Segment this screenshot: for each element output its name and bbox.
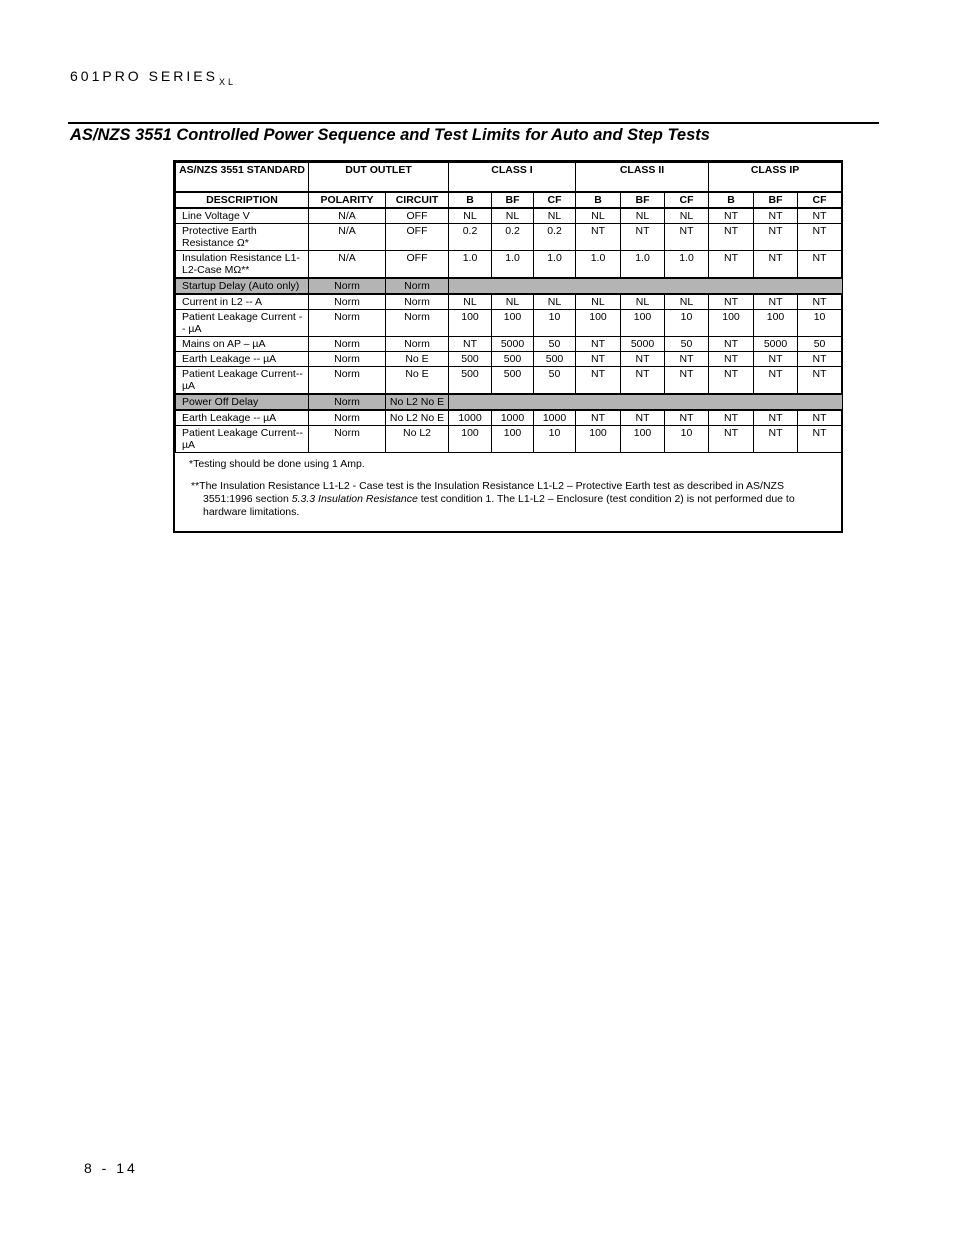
row-limit-value: NT [709, 352, 754, 367]
row-limit-value: 500 [492, 367, 534, 395]
row-limit-value: 50 [665, 337, 709, 352]
row-description: Startup Delay (Auto only) [176, 278, 309, 294]
row-limit-value: NT [798, 251, 842, 279]
row-limit-value: 1.0 [665, 251, 709, 279]
test-limits-table [175, 162, 842, 453]
row-limit-value: NL [449, 294, 492, 310]
row-limit-value: NT [665, 352, 709, 367]
header-standard: AS/NZS 3551 STANDARD [176, 163, 309, 193]
row-limit-value: NL [492, 208, 534, 224]
row-limit-value: 1.0 [621, 251, 665, 279]
row-limit-value: NL [576, 208, 621, 224]
row-limit-value: 100 [492, 426, 534, 453]
row-limit-value: 50 [798, 337, 842, 352]
header-class-ii: CLASS II [576, 163, 709, 193]
table-row [176, 367, 842, 395]
shaded-blank-cell [621, 278, 665, 294]
shaded-blank-cell [449, 394, 492, 410]
column-header-2: CIRCUIT [386, 192, 449, 208]
row-description: Protective Earth Resistance Ω* [176, 224, 309, 251]
row-limit-value: 500 [449, 367, 492, 395]
row-limit-value: NT [754, 251, 798, 279]
row-limit-value: 50 [534, 367, 576, 395]
row-circuit: No L2 [386, 426, 449, 453]
row-limit-value: NL [621, 208, 665, 224]
row-circuit: No L2 No E [386, 410, 449, 426]
table-row [176, 224, 842, 251]
page-number: 8 - 14 [84, 1160, 138, 1176]
row-limit-value: NT [754, 352, 798, 367]
row-limit-value: NT [621, 352, 665, 367]
row-limit-value: 500 [492, 352, 534, 367]
row-limit-value: NT [576, 367, 621, 395]
row-limit-value: 500 [449, 352, 492, 367]
shaded-blank-cell [709, 278, 754, 294]
header-row-1 [176, 163, 842, 193]
table-row [176, 294, 842, 310]
column-header-1: POLARITY [309, 192, 386, 208]
row-polarity: Norm [309, 310, 386, 337]
note2-text-a: **The Insulation Resistance L1-L2 - Case test is the Insulation Resistance L1-L2 – Protective Earth test as described in AS/NZS 3551:1996 section [191, 480, 784, 505]
row-circuit: No L2 No E [386, 394, 449, 410]
row-limit-value: 100 [449, 426, 492, 453]
row-polarity: Norm [309, 294, 386, 310]
table-row [176, 394, 842, 410]
row-polarity: Norm [309, 352, 386, 367]
row-limit-value: 10 [534, 426, 576, 453]
table-row [176, 410, 842, 426]
column-header-0: DESCRIPTION [176, 192, 309, 208]
row-limit-value: 10 [534, 310, 576, 337]
row-limit-value: NL [665, 294, 709, 310]
row-circuit: No E [386, 367, 449, 395]
row-limit-value: 500 [534, 352, 576, 367]
row-limit-value: NL [449, 208, 492, 224]
note-insulation-resistance [183, 480, 833, 519]
row-limit-value: NL [665, 208, 709, 224]
row-limit-value: 100 [492, 310, 534, 337]
row-limit-value: NT [798, 224, 842, 251]
column-header-4: BF [492, 192, 534, 208]
row-circuit: Norm [386, 294, 449, 310]
row-limit-value: NT [449, 337, 492, 352]
row-limit-value: NT [798, 367, 842, 395]
row-limit-value: 100 [621, 310, 665, 337]
row-limit-value: NT [798, 410, 842, 426]
row-circuit: Norm [386, 337, 449, 352]
note2-section-ref: 5.3.3 Insulation Resistance [291, 493, 418, 505]
row-limit-value: NT [621, 410, 665, 426]
row-limit-value: NL [492, 294, 534, 310]
header-rule [68, 122, 879, 124]
row-limit-value: 100 [709, 310, 754, 337]
row-description: Earth Leakage -- µA [176, 352, 309, 367]
row-limit-value: NT [798, 352, 842, 367]
row-limit-value: NT [709, 294, 754, 310]
row-description: Current in L2 -- A [176, 294, 309, 310]
series-name: 601PRO SERIES [70, 68, 218, 84]
row-polarity: Norm [309, 426, 386, 453]
row-limit-value: NT [665, 410, 709, 426]
header-row-2 [176, 192, 842, 208]
row-limit-value: NT [754, 208, 798, 224]
row-description: Patient Leakage Current--µA [176, 426, 309, 453]
table-row [176, 352, 842, 367]
row-circuit: OFF [386, 224, 449, 251]
shaded-blank-cell [534, 278, 576, 294]
row-circuit: OFF [386, 251, 449, 279]
shaded-blank-cell [449, 278, 492, 294]
shaded-blank-cell [492, 394, 534, 410]
row-limit-value: NT [798, 208, 842, 224]
column-header-9: B [709, 192, 754, 208]
row-limit-value: 10 [665, 426, 709, 453]
shaded-blank-cell [576, 394, 621, 410]
row-limit-value: 1.0 [534, 251, 576, 279]
row-limit-value: 100 [576, 426, 621, 453]
shaded-blank-cell [709, 394, 754, 410]
row-description: Mains on AP – µA [176, 337, 309, 352]
row-limit-value: 1.0 [449, 251, 492, 279]
row-limit-value: NT [754, 410, 798, 426]
table-body [176, 208, 842, 453]
row-description: Power Off Delay [176, 394, 309, 410]
header-dut-outlet: DUT OUTLET [309, 163, 449, 193]
table-row [176, 208, 842, 224]
shaded-blank-cell [534, 394, 576, 410]
table-row [176, 310, 842, 337]
row-limit-value: NT [576, 410, 621, 426]
row-limit-value: NT [709, 367, 754, 395]
row-limit-value: NL [621, 294, 665, 310]
note-testing-current: *Testing should be done using 1 Amp. [189, 458, 365, 470]
table-row [176, 426, 842, 453]
shaded-blank-cell [621, 394, 665, 410]
row-polarity: Norm [309, 394, 386, 410]
shaded-blank-cell [665, 394, 709, 410]
row-circuit: No E [386, 352, 449, 367]
row-limit-value: 0.2 [449, 224, 492, 251]
row-polarity: Norm [309, 410, 386, 426]
row-description: Insulation Resistance L1-L2-Case MΩ** [176, 251, 309, 279]
row-polarity: Norm [309, 367, 386, 395]
row-limit-value: 100 [449, 310, 492, 337]
series-suffix: XL [218, 77, 236, 87]
row-limit-value: NT [709, 224, 754, 251]
row-limit-value: NT [576, 352, 621, 367]
row-limit-value: NL [576, 294, 621, 310]
row-limit-value: NT [798, 426, 842, 453]
row-limit-value: NT [709, 337, 754, 352]
row-limit-value: NT [754, 426, 798, 453]
row-limit-value: NT [709, 251, 754, 279]
row-limit-value: NT [709, 410, 754, 426]
header-class-i: CLASS I [449, 163, 576, 193]
shaded-blank-cell [492, 278, 534, 294]
row-limit-value: NL [534, 294, 576, 310]
row-limit-value: NT [754, 224, 798, 251]
shaded-blank-cell [576, 278, 621, 294]
shaded-blank-cell [798, 394, 842, 410]
row-limit-value: 5000 [621, 337, 665, 352]
column-header-10: BF [754, 192, 798, 208]
row-circuit: Norm [386, 310, 449, 337]
test-limits-table-box [173, 160, 843, 533]
row-description: Earth Leakage -- µA [176, 410, 309, 426]
row-limit-value: NT [709, 426, 754, 453]
row-description: Patient Leakage Current--µA [176, 367, 309, 395]
row-limit-value: NT [621, 224, 665, 251]
row-limit-value: 1.0 [576, 251, 621, 279]
row-limit-value: 5000 [492, 337, 534, 352]
row-limit-value: 1000 [492, 410, 534, 426]
row-limit-value: 1.0 [492, 251, 534, 279]
table-notes [175, 453, 841, 531]
shaded-blank-cell [665, 278, 709, 294]
row-limit-value: 0.2 [534, 224, 576, 251]
column-header-5: CF [534, 192, 576, 208]
shaded-blank-cell [754, 278, 798, 294]
running-header [70, 68, 236, 87]
header-class-ip: CLASS IP [709, 163, 842, 193]
column-header-8: CF [665, 192, 709, 208]
table-row [176, 278, 842, 294]
shaded-blank-cell [798, 278, 842, 294]
row-limit-value: 1000 [449, 410, 492, 426]
row-limit-value: 100 [621, 426, 665, 453]
note2-text-b: test condition 1. The L1-L2 – Enclosure (test condition 2) is not performed due to hardware limitations. [203, 493, 795, 518]
table-row [176, 251, 842, 279]
row-limit-value: 1000 [534, 410, 576, 426]
row-circuit: OFF [386, 208, 449, 224]
row-limit-value: NT [798, 294, 842, 310]
row-polarity: Norm [309, 278, 386, 294]
column-header-11: CF [798, 192, 842, 208]
row-limit-value: NT [621, 367, 665, 395]
column-header-6: B [576, 192, 621, 208]
row-description: Patient Leakage Current -- µA [176, 310, 309, 337]
row-limit-value: 0.2 [492, 224, 534, 251]
row-limit-value: 100 [576, 310, 621, 337]
row-limit-value: 10 [665, 310, 709, 337]
row-polarity: N/A [309, 251, 386, 279]
column-header-7: BF [621, 192, 665, 208]
table-row [176, 337, 842, 352]
shaded-blank-cell [754, 394, 798, 410]
row-circuit: Norm [386, 278, 449, 294]
row-limit-value: NT [754, 294, 798, 310]
row-polarity: Norm [309, 337, 386, 352]
row-limit-value: 50 [534, 337, 576, 352]
row-limit-value: 100 [754, 310, 798, 337]
row-limit-value: NL [534, 208, 576, 224]
row-polarity: N/A [309, 208, 386, 224]
row-limit-value: NT [576, 337, 621, 352]
row-description: Line Voltage V [176, 208, 309, 224]
row-limit-value: NT [665, 224, 709, 251]
row-polarity: N/A [309, 224, 386, 251]
row-limit-value: NT [576, 224, 621, 251]
row-limit-value: NT [754, 367, 798, 395]
row-limit-value: NT [709, 208, 754, 224]
column-header-3: B [449, 192, 492, 208]
section-title: AS/NZS 3551 Controlled Power Sequence and Test Limits for Auto and Step Tests [70, 126, 710, 144]
row-limit-value: 10 [798, 310, 842, 337]
row-limit-value: 5000 [754, 337, 798, 352]
row-limit-value: NT [665, 367, 709, 395]
